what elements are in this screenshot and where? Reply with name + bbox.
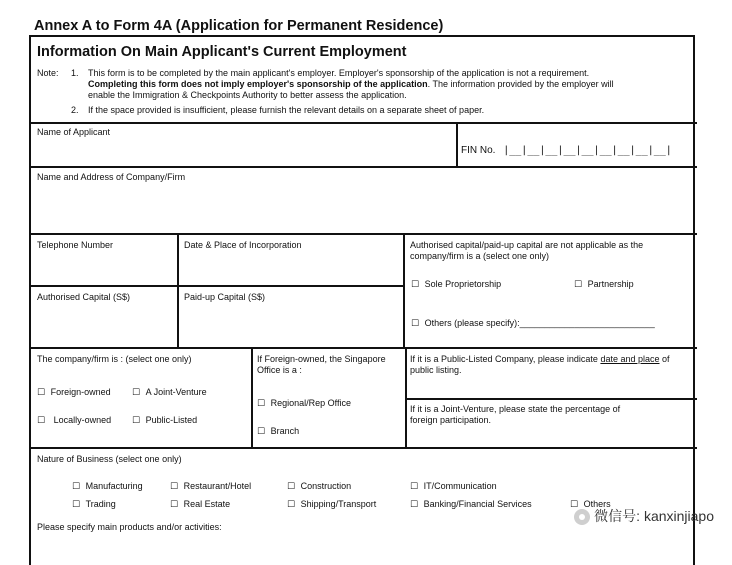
note-line-4: If the space provided is insufficient, please furnish the relevant details on a separate sheet of paper. [88,105,485,115]
checkbox-icon: ☐ [257,399,266,409]
fin-boxes: |__|__|__|__|__|__|__|__|__| [503,145,672,156]
telephone-label: Telephone Number [37,240,114,250]
plc-line-1-end: of [659,354,670,364]
main-products-label: Please specify main products and/or activities: [37,522,222,532]
checkbox-icon: ☐ [132,416,141,426]
option-label: Public-Listed [145,415,198,425]
option-label: Partnership [587,279,634,289]
annex-title: Annex A to Form 4A (Application for Permanent Residence) [34,18,444,34]
real-estate-option[interactable] [170,499,230,511]
checkbox-icon: ☐ [410,482,419,492]
option-label: Banking/Financial Services [423,499,532,509]
option-label: A Joint-Venture [145,387,207,397]
option-label: Locally-owned [53,415,112,425]
others-specify-option[interactable] [411,318,655,330]
divider [405,347,407,447]
paidup-capital-label: Paid-up Capital (S$) [184,292,266,302]
option-label: Others [583,499,611,509]
checkbox-icon: ☐ [72,482,81,492]
plc-date-place: date and place [600,354,660,364]
jv-line-2: foreign participation. [410,415,492,425]
divider [405,398,697,400]
note-line-1: This form is to be completed by the main applicant's employer. Employer's sponsorship of the application is not a requirement. [88,68,590,78]
option-label: Real Estate [183,499,231,509]
divider [31,122,697,124]
watermark-text: 微信号: kanxinjiapo [594,508,714,524]
sole-proprietorship-option[interactable] [411,279,501,291]
option-label: Regional/Rep Office [270,398,351,408]
nature-of-business-label: Nature of Business (select one only) [37,454,182,464]
it-communication-option[interactable] [410,481,497,493]
plc-line-1-text: If it is a Public-Listed Company, please indicate [410,354,601,364]
checkbox-icon: ☐ [411,319,420,329]
checkbox-icon: ☐ [287,482,296,492]
capital-note-line-2: company/firm is a (select one only) [410,251,550,261]
joint-venture-option[interactable] [132,387,207,399]
option-label: Shipping/Transport [300,499,377,509]
checkbox-icon: ☐ [170,500,179,510]
authorised-capital-label: Authorised Capital (S$) [37,292,131,302]
name-of-applicant-label: Name of Applicant [37,127,111,137]
option-label: Others (please specify):___________________________ [424,318,655,328]
option-label: Trading [85,499,116,509]
construction-option[interactable] [287,481,351,493]
checkbox-icon: ☐ [257,427,266,437]
option-label: IT/Communication [423,481,497,491]
checkbox-icon: ☐ [132,388,141,398]
restaurant-hotel-option[interactable] [170,481,251,493]
divider [31,166,697,168]
note-line-2-bold: Completing this form does not imply employer's sponsorship of the application [88,79,428,89]
capital-note-line-1: Authorised capital/paid-up capital are not applicable as the [410,240,644,250]
plc-line-2: public listing. [410,365,462,375]
divider [456,122,458,166]
locally-owned-option[interactable] [37,415,111,427]
option-label: Manufacturing [85,481,143,491]
note-label: Note: [37,68,59,78]
watermark [574,506,714,526]
checkbox-icon: ☐ [574,280,583,290]
branch-option[interactable] [257,426,299,438]
foreign-owned-option[interactable] [37,387,111,399]
divider [251,347,253,447]
note-line-2 [88,79,614,90]
option-label: Restaurant/Hotel [183,481,252,491]
checkbox-icon: ☐ [37,416,46,426]
if-foreign-line-2: Office is a : [257,365,302,375]
note-number-2: 2. [71,105,79,115]
partnership-option[interactable] [574,279,634,291]
manufacturing-option[interactable] [72,481,143,493]
section-title: Information On Main Applicant's Current Employment [37,44,407,60]
divider [31,347,697,349]
checkbox-icon: ☐ [410,500,419,510]
option-label: Branch [270,426,300,436]
company-is-label: The company/firm is : (select one only) [37,354,192,364]
if-foreign-line-1: If Foreign-owned, the Singapore [257,354,386,364]
banking-financial-option[interactable] [410,499,532,511]
public-listed-option[interactable] [132,415,197,427]
divider [403,233,405,347]
trading-option[interactable] [72,499,116,511]
option-label: Construction [300,481,352,491]
plc-line-1 [410,354,670,365]
fin-label: FIN No. [461,145,496,156]
checkbox-icon: ☐ [287,500,296,510]
checkbox-icon: ☐ [411,280,420,290]
note-line-2-rest: . The information provided by the employer will [427,79,614,89]
note-number-1: 1. [71,68,79,78]
divider [177,233,179,347]
option-label: Foreign-owned [50,387,111,397]
checkbox-icon: ☐ [72,500,81,510]
option-label: Sole Proprietorship [424,279,502,289]
wechat-icon [574,509,590,525]
checkbox-icon: ☐ [170,482,179,492]
fin-field[interactable] [461,145,672,156]
divider [31,285,403,287]
divider [31,233,697,235]
note-line-3: enable the Immigration & Checkpoints Authority to better assess the application. [88,90,407,100]
company-address-label: Name and Address of Company/Firm [37,172,186,182]
regional-rep-option[interactable] [257,398,351,410]
checkbox-icon: ☐ [570,500,579,510]
shipping-transport-option[interactable] [287,499,376,511]
checkbox-icon: ☐ [37,388,46,398]
incorporation-label: Date & Place of Incorporation [184,240,302,250]
jv-line-1: If it is a Joint-Venture, please state the percentage of [410,404,621,414]
divider [31,447,697,449]
